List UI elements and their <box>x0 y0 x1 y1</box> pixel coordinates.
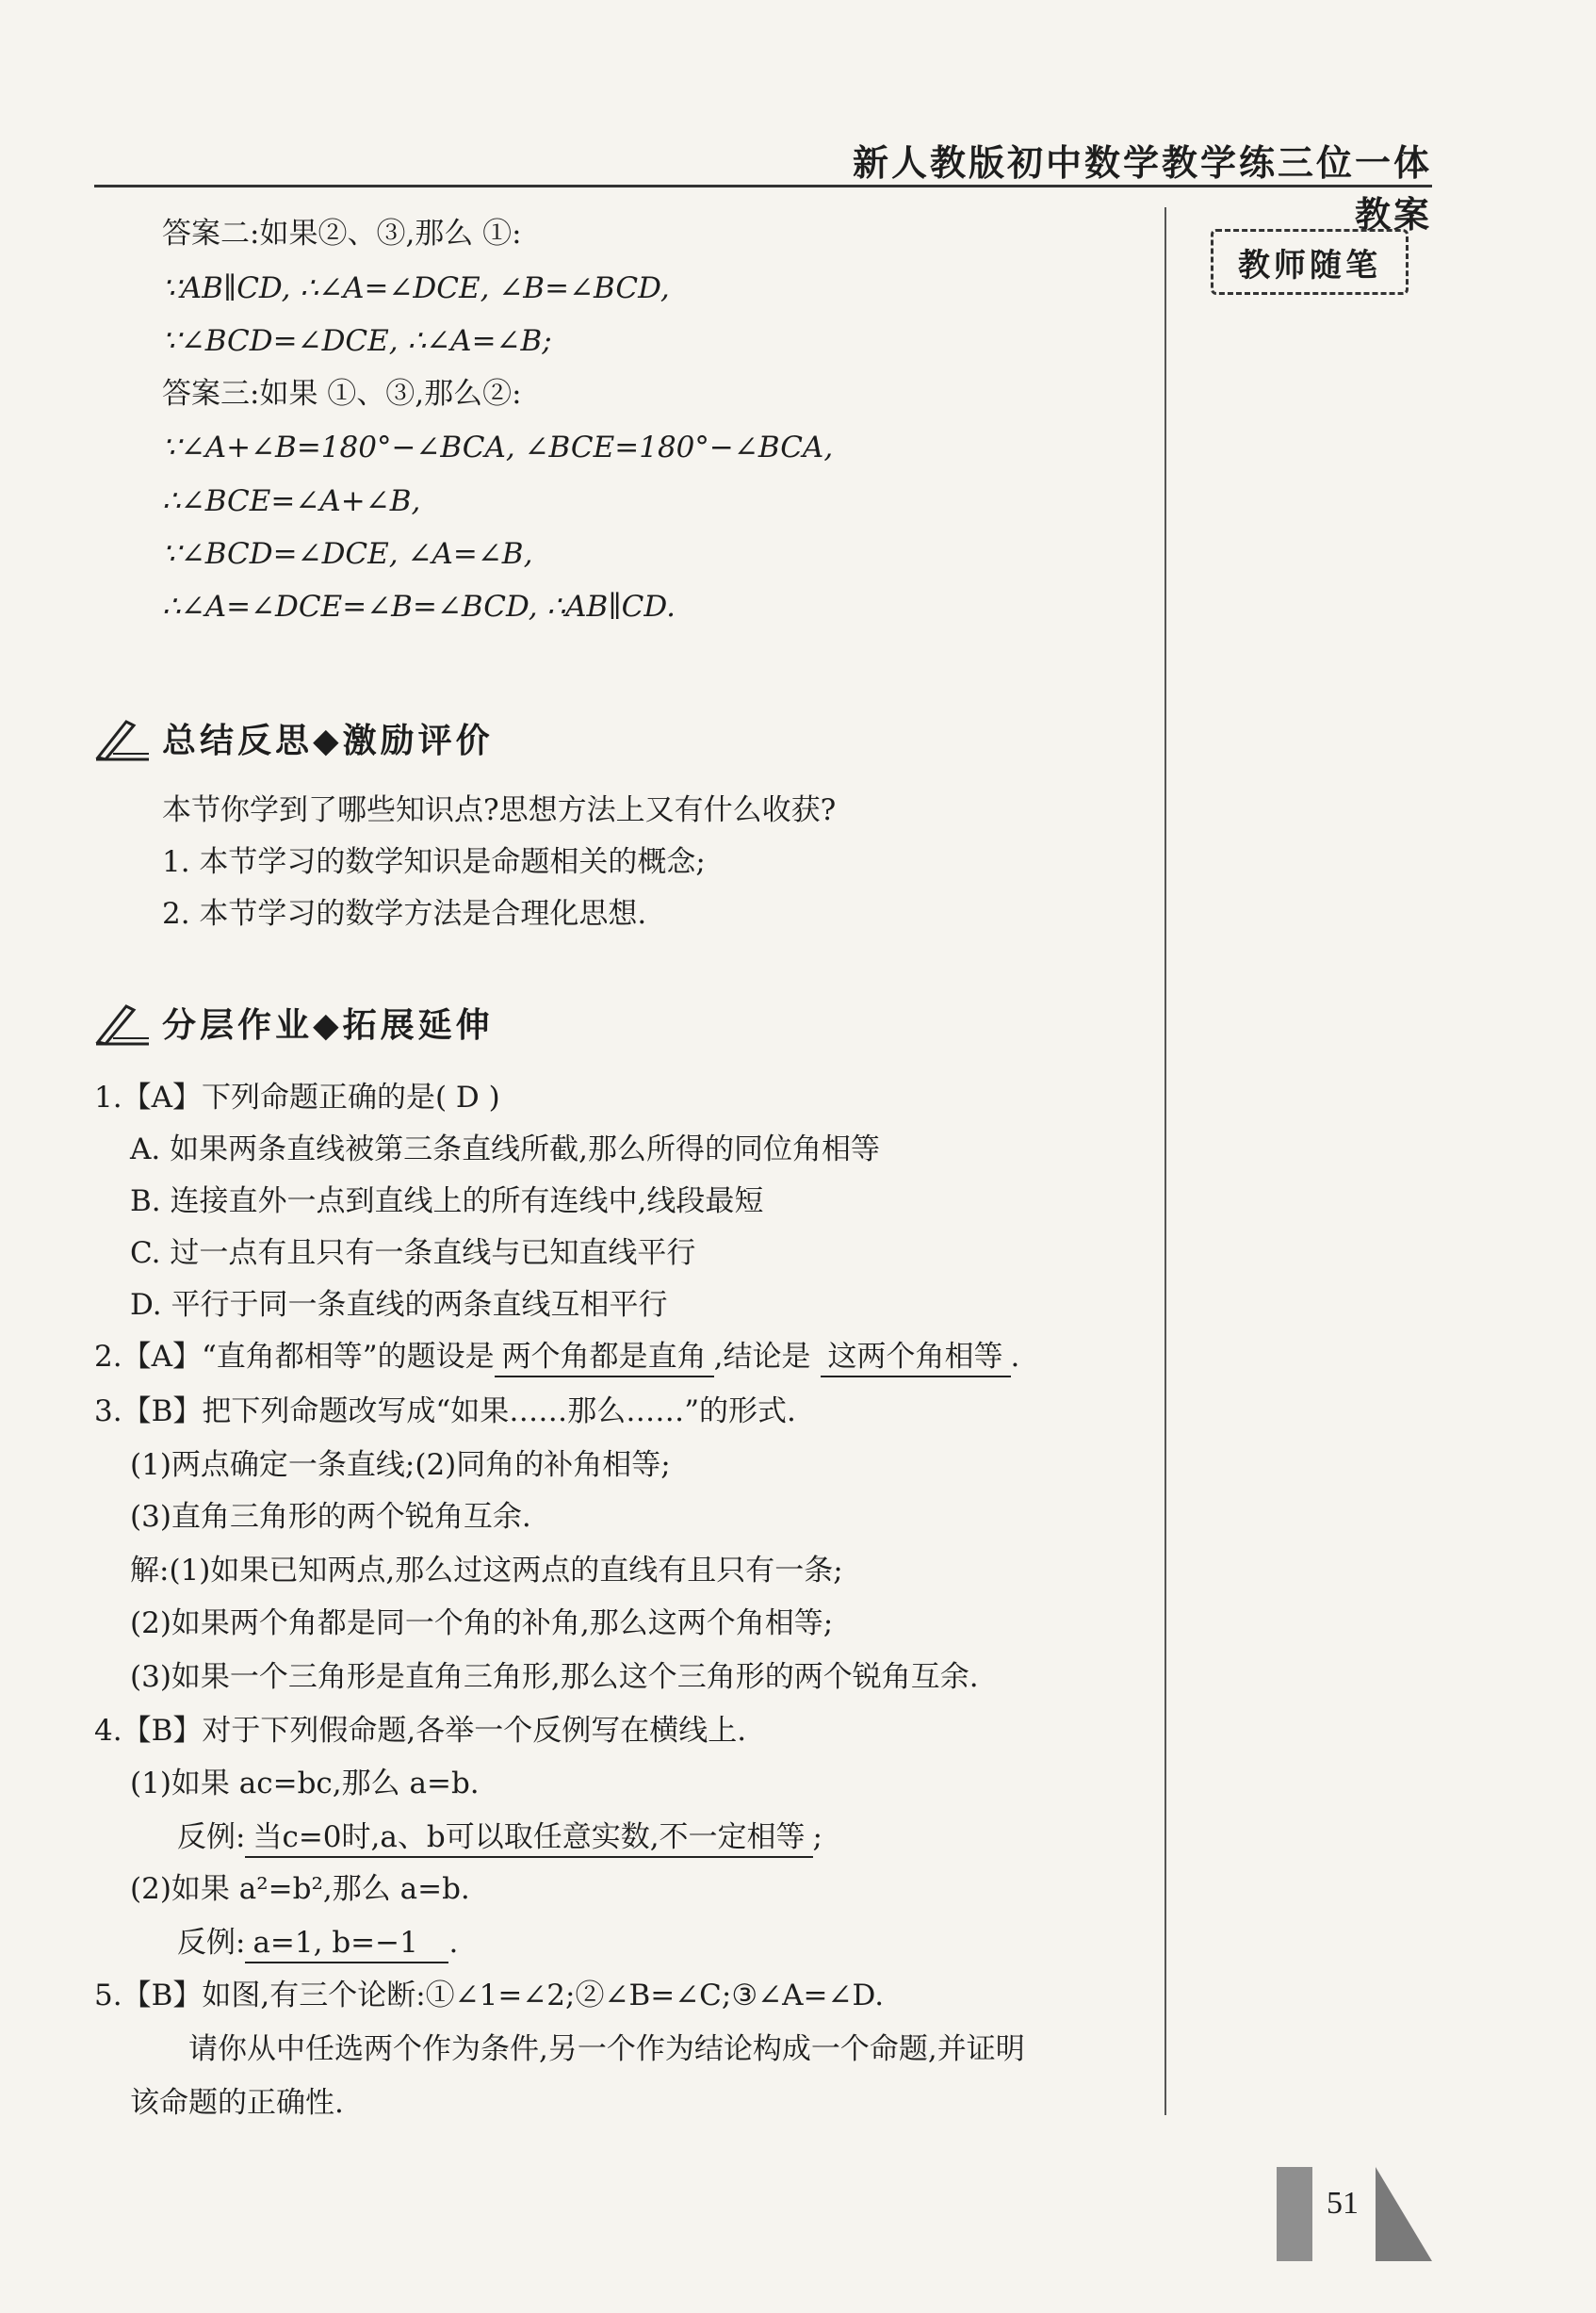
homework-heading <box>94 999 494 1047</box>
homework-heading-text: 分层作业◆拓展延伸 <box>162 1006 494 1045</box>
question-3-solution: (3)如果一个三角形是直角三角形,那么这个三角形的两个锐角互余. <box>130 1660 979 1694</box>
question-3-solution: (2)如果两个角都是同一个角的补角,那么这两个角相等; <box>130 1606 834 1640</box>
pen-icon <box>94 1001 151 1046</box>
page-number: 51 <box>1327 2186 1359 2221</box>
proof-line: ∵AB∥CD, ∴∠A=∠DCE, ∠B=∠BCD, <box>162 271 670 305</box>
counterexample-label: 反例: <box>177 1820 246 1854</box>
option-c: C. 过一点有且只有一条直线与已知直线平行 <box>130 1236 696 1270</box>
question-5-body: 请你从中任选两个作为条件,另一个作为结论构成一个命题,并证明 <box>188 2032 1025 2066</box>
answer-three-title: 答案三:如果 ①、③,那么②: <box>162 377 522 411</box>
proof-line: ∴∠A=∠DCE=∠B=∠BCD, ∴AB∥CD. <box>162 590 676 624</box>
summary-heading <box>94 714 494 762</box>
proof-line: ∵∠A+∠B=180°−∠BCA, ∠BCE=180°−∠BCA, <box>162 431 834 464</box>
summary-answer: 1. 本节学习的数学知识是命题相关的概念; <box>162 845 706 879</box>
answer-blank: 这两个角相等 <box>821 1338 1011 1377</box>
question-3-item: (1)两点确定一条直线;(2)同角的补角相等; <box>130 1448 671 1482</box>
pen-icon <box>94 716 151 761</box>
teacher-notes-box: 教师随笔 <box>1211 229 1409 295</box>
proof-line: ∵∠BCD=∠DCE, ∴∠A=∠B; <box>162 324 552 358</box>
question-2-text: ,结论是 <box>713 1340 811 1374</box>
header-title: 新人教版初中数学教学练三位一体教案 <box>852 141 1432 236</box>
question-2 <box>94 1338 1019 1377</box>
question-2-text: 2.【A】“直角都相等”的题设是 <box>94 1340 495 1374</box>
question-3: 3.【B】把下列命题改写成“如果……那么……”的形式. <box>94 1394 796 1428</box>
answer-two-title: 答案二:如果②、③,那么 ①: <box>162 217 522 251</box>
counterexample-end: . <box>448 1926 459 1960</box>
question-4-item: (2)如果 a²=b²,那么 a=b. <box>130 1872 470 1906</box>
question-5: 5.【B】如图,有三个论断:①∠1=∠2;②∠B=∠C;③∠A=∠D. <box>94 1979 885 2012</box>
question-1: 1.【A】下列命题正确的是( D ) <box>94 1081 500 1115</box>
counterexample-end: ; <box>812 1820 822 1854</box>
summary-question: 本节你学到了哪些知识点?思想方法上又有什么收获? <box>162 793 837 827</box>
option-a: A. 如果两条直线被第三条直线所截,那么所得的同位角相等 <box>130 1132 880 1166</box>
question-5-body: 该命题的正确性. <box>130 2086 344 2120</box>
option-b: B. 连接直外一点到直线上的所有连线中,线段最短 <box>130 1184 764 1218</box>
answer-blank: 两个角都是直角 <box>495 1338 714 1377</box>
question-2-text: . <box>1010 1340 1020 1374</box>
proof-line: ∵∠BCD=∠DCE, ∠A=∠B, <box>162 537 533 571</box>
option-d: D. 平行于同一条直线的两条直线互相平行 <box>130 1288 668 1322</box>
answer-blank: 当c=0时,a、b可以取任意实数,不一定相等 <box>245 1818 812 1858</box>
corner-triangle-decoration <box>1376 2167 1432 2261</box>
summary-heading-text: 总结反思◆激励评价 <box>162 722 494 760</box>
question-4: 4.【B】对于下列假命题,各举一个反例写在横线上. <box>94 1714 747 1748</box>
header-rule <box>94 185 1432 187</box>
question-3-item: (3)直角三角形的两个锐角互余. <box>130 1500 531 1534</box>
answer-blank: a=1, b=−1 <box>245 1924 448 1963</box>
page-tab-marker <box>1277 2167 1312 2261</box>
counterexample-label: 反例: <box>177 1926 246 1960</box>
proof-line: ∴∠BCE=∠A+∠B, <box>162 484 421 518</box>
question-4-item: (1)如果 ac=bc,那么 a=b. <box>130 1767 480 1800</box>
margin-divider <box>1164 207 1166 2115</box>
counterexample-2 <box>177 1924 458 1963</box>
summary-answer: 2. 本节学习的数学方法是合理化思想. <box>162 897 647 931</box>
question-3-solution: 解:(1)如果已知两点,那么过这两点的直线有且只有一条; <box>130 1554 843 1588</box>
counterexample-1 <box>177 1818 822 1858</box>
